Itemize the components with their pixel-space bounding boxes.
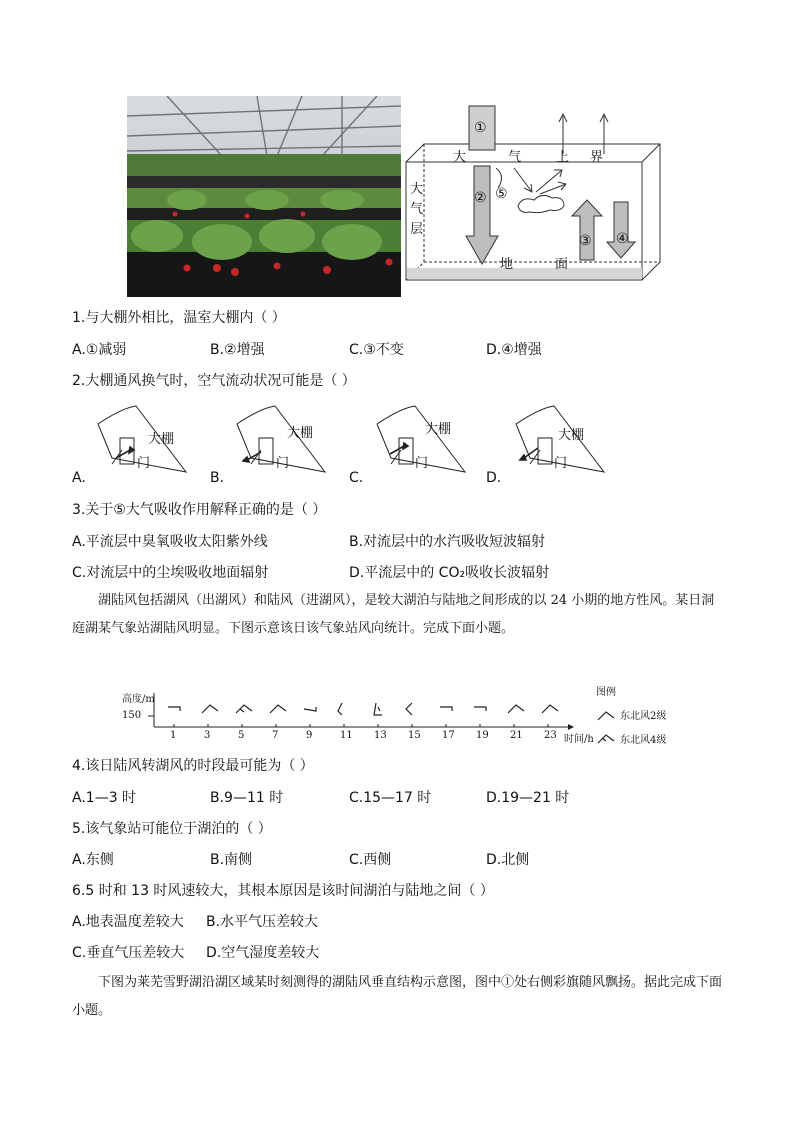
ground-char-2: 面 — [555, 257, 569, 272]
wind-direction-chart — [118, 683, 678, 745]
wind-barb — [406, 703, 412, 715]
wind-y-tick: 150 — [122, 710, 142, 721]
x-tick-label: 13 — [374, 730, 387, 741]
q6-option-c[interactable]: C.垂直气压差较大 — [72, 945, 185, 961]
q6-option-d[interactable]: D.空气湿度差较大 — [206, 945, 320, 961]
q2-shed-label-b: 大棚 — [287, 426, 314, 441]
legend-title: 图例 — [596, 687, 616, 698]
q2-door-label-d: 门 — [554, 456, 568, 471]
question-1-stem: 1.与大棚外相比，温室大棚内（ ） — [72, 310, 286, 326]
legend-item-level4: 东北风4级 — [620, 735, 667, 746]
q1-option-b[interactable]: B.②增强 — [210, 342, 265, 358]
atmosphere-top-char-1: 大 — [453, 150, 467, 165]
wind-barb — [304, 707, 316, 711]
wind-barb — [440, 707, 452, 711]
wind-barb — [236, 705, 252, 713]
atmosphere-radiation-diagram — [404, 104, 664, 290]
q4-option-b[interactable]: B.9—11 时 — [210, 790, 284, 806]
wind-x-label: 时间/h — [564, 734, 594, 745]
question-2-stem: 2.大棚通风换气时，空气流动状况可能是（ ） — [72, 373, 356, 389]
q6-option-a[interactable]: A.地表温度差较大 — [72, 914, 184, 930]
atmosphere-side-char-3: 层 — [410, 222, 424, 237]
q2-option-d[interactable]: D. — [486, 470, 502, 486]
q1-option-d[interactable]: D.④增强 — [486, 342, 542, 358]
question-3-stem: 3.关于⑤大气吸收作用解释正确的是（ ） — [72, 502, 327, 518]
wind-barb — [168, 707, 180, 711]
question-4-stem: 4.该日陆风转湖风的时段最可能为（ ） — [72, 758, 314, 774]
wind-barb — [374, 703, 382, 715]
q5-option-c[interactable]: C.西侧 — [349, 852, 392, 868]
passage-lake-land-breeze: 湖陆风包括湖风（出湖风）和陆风（进湖风），是较大湖泊与陆地之间形成的以 24 小期的地方性风。某日洞庭湖某气象站湖陆风明显。下图示意该日该气象站风向统计。完成下面小题。 — [72, 593, 715, 636]
atmosphere-top-char-4: 界 — [590, 150, 604, 165]
q1-option-a[interactable]: A.①减弱 — [72, 342, 127, 358]
greenhouse-photo — [127, 96, 401, 297]
x-tick-label: 3 — [204, 730, 211, 741]
wind-barb — [542, 705, 558, 713]
x-tick-label: 5 — [238, 730, 245, 741]
x-tick-label: 7 — [272, 730, 279, 741]
q3-option-c[interactable]: C.对流层中的尘埃吸收地面辐射 — [72, 565, 269, 581]
wind-barb — [508, 705, 524, 713]
q2-door-label-c: 门 — [415, 456, 429, 471]
label-1: ① — [474, 120, 487, 136]
q2-door-label-a: 门 — [137, 456, 151, 471]
wind-barb — [474, 707, 486, 711]
q3-option-a[interactable]: A.平流层中臭氧吸收太阳紫外线 — [72, 534, 268, 550]
x-tick-label: 17 — [442, 730, 455, 741]
q5-option-d[interactable]: D.北侧 — [486, 852, 530, 868]
label-4: ④ — [616, 231, 629, 247]
wind-barb — [338, 703, 342, 715]
q2-door-label-b: 门 — [276, 456, 290, 471]
x-tick-label: 15 — [408, 730, 421, 741]
q4-option-d[interactable]: D.19—21 时 — [486, 790, 570, 806]
x-tick-label: 21 — [510, 730, 523, 741]
wind-barb — [202, 705, 218, 713]
question-5-stem: 5.该气象站可能位于湖泊的（ ） — [72, 821, 272, 837]
q1-option-c[interactable]: C.③不变 — [349, 342, 404, 358]
wind-y-label: 高度/m — [122, 694, 155, 705]
x-tick-label: 11 — [340, 730, 353, 741]
passage-xueye-lake: 下图为莱芜雪野湖沿湖区域某时刻测得的湖陆风垂直结构示意图，图中①处右侧彩旗随风飘扬。据此完成下面小题。 — [72, 975, 723, 1018]
q4-option-c[interactable]: C.15—17 时 — [349, 790, 432, 806]
x-tick-label: 19 — [476, 730, 489, 741]
x-tick-label: 1 — [170, 730, 177, 741]
ground-char-1: 地 — [500, 257, 514, 272]
x-tick-label: 9 — [306, 730, 313, 741]
q6-option-b[interactable]: B.水平气压差较大 — [206, 914, 319, 930]
q3-option-d[interactable]: D.平流层中的 CO₂吸收长波辐射 — [349, 565, 550, 581]
q4-option-a[interactable]: A.1—3 时 — [72, 790, 137, 806]
q2-shed-label-a: 大棚 — [148, 432, 175, 447]
label-2: ② — [474, 190, 487, 206]
label-3: ③ — [579, 233, 592, 249]
atmosphere-side-char-2: 气 — [410, 202, 424, 217]
q3-option-b[interactable]: B.对流层中的水汽吸收短波辐射 — [349, 534, 546, 550]
legend-item-level2: 东北风2级 — [620, 711, 667, 722]
q2-option-b[interactable]: B. — [210, 470, 225, 486]
q5-option-a[interactable]: A.东侧 — [72, 852, 114, 868]
q2-shed-label-c: 大棚 — [425, 422, 452, 437]
atmosphere-side-char-1: 大 — [410, 182, 424, 197]
q2-shed-label-d: 大棚 — [558, 428, 585, 443]
q5-option-b[interactable]: B.南侧 — [210, 852, 253, 868]
wind-barb — [270, 705, 286, 713]
x-tick-label: 23 — [544, 730, 557, 741]
atmosphere-top-char-2: 气 — [508, 150, 522, 165]
question-6-stem: 6.5 时和 13 时风速较大，其根本原因是该时间湖泊与陆地之间（ ） — [72, 883, 494, 899]
atmosphere-top-char-3: 上 — [556, 150, 570, 165]
q2-option-a[interactable]: A. — [72, 470, 86, 486]
q2-option-c[interactable]: C. — [349, 470, 364, 486]
label-5: ⑤ — [495, 186, 508, 202]
